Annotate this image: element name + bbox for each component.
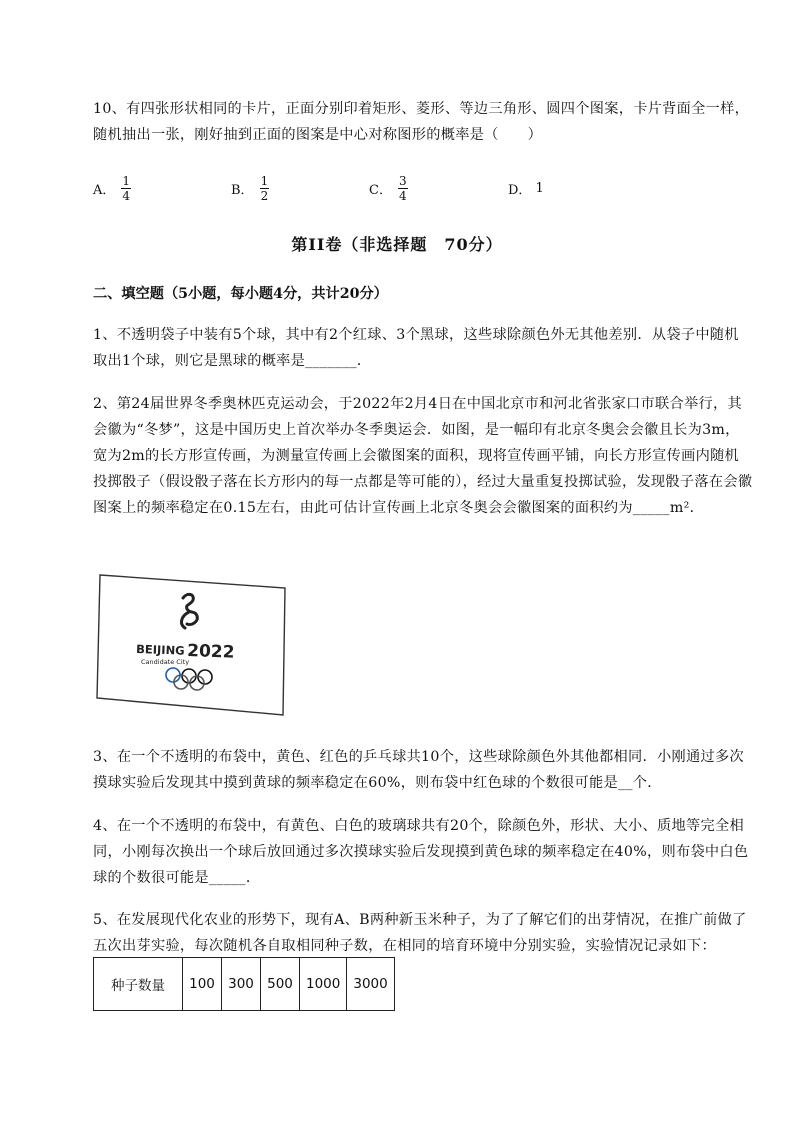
- option-b-denominator: 2: [260, 188, 269, 203]
- option-a-denominator: 4: [122, 188, 131, 203]
- table-cell: 1000: [300, 958, 347, 1011]
- option-a-fraction: [121, 174, 131, 203]
- option-a[interactable]: [93, 168, 131, 208]
- option-c-fraction: [398, 174, 408, 203]
- option-b-numerator: 1: [260, 173, 269, 188]
- table-cell: 500: [261, 958, 300, 1011]
- option-c-denominator: 4: [398, 188, 407, 203]
- option-d-value: 1: [535, 180, 544, 196]
- question-1-text: 1、不透明袋子中装有5个球，其中有2个红球、3个黑球，这些球除颜色外无其他差别．从袋子中随机取出1个球，则它是黑球的概率是_______．: [93, 327, 739, 369]
- question-3-text: 3、在一个不透明的布袋中，黄色、红色的乒乓球共10个，这些球除颜色外其他都相同．小刚通过多次摸球实验后发现其中摸到黄球的频率稳定在60%，则布袋中红色球的个数很可能是__个．: [93, 749, 744, 791]
- question-10-text: 10、有四张形状相同的卡片，正面分别印着矩形、菱形、等边三角形、圆四个图案，卡片背面全一样，随机抽出一张，刚好抽到正面的图案是中心对称图形的概率是（ ）: [93, 101, 750, 143]
- seed-experiment-table: [93, 957, 395, 1011]
- question-4-text: 4、在一个不透明的布袋中，有黄色、白色的玻璃球共有20个，除颜色外，形状、大小、质地等完全相同，小刚每次换出一个球后放回通过多次摸球实验后发现摸到黄色球的频率稳定在40%，则布袋中白色球的个数很可能是_____．: [93, 818, 749, 886]
- logo-beijing-text: BEIJING: [135, 642, 185, 658]
- logo-year-text: 2022: [186, 641, 235, 663]
- option-b[interactable]: [231, 168, 269, 208]
- table-cell: 300: [222, 958, 261, 1011]
- option-d-label: D．: [508, 182, 532, 198]
- option-c[interactable]: [369, 168, 408, 208]
- option-a-label: A．: [93, 182, 116, 198]
- option-c-label: C．: [369, 182, 392, 198]
- question-10-options: [93, 168, 693, 208]
- table-cell: 100: [183, 958, 222, 1011]
- section-title: 第II卷（非选择题 70分）: [291, 235, 503, 254]
- option-b-label: B．: [231, 182, 254, 198]
- part2-heading: 二、填空题（5小题，每小题4分，共计20分）: [93, 286, 388, 302]
- question-2-text: 2、第24届世界冬季奥林匹克运动会，于2022年2月4日在中国北京市和河北省张家口市联合举行，其会徽为“冬梦”，这是中国历史上首次举办冬季奥运会．如图，是一幅印有北京冬奥会会徽且长为3m，宽为2m的长方形宣传画，为测量宣传画上会徽图案的面积，现将宣传画平铺，向长方形宣传画内随机投掷骰子（假设骰子落在长方形内的每一点都是等可能的），经过大量重复投掷试验，发现骰子落在会徽图案上的频率稳定在0.15左右，由此可估计宣传画上北京冬奥会会徽图案的面积约为_____m²．: [93, 396, 753, 516]
- table-header-cell: 种子数量: [94, 958, 183, 1011]
- option-d[interactable]: [508, 168, 544, 208]
- table-cell: 3000: [347, 958, 394, 1011]
- option-c-numerator: 3: [398, 173, 407, 188]
- table-row: [94, 958, 395, 1011]
- logo-sub-text: Candidate City: [141, 658, 190, 666]
- olympic-poster-figure: [95, 572, 290, 717]
- option-b-fraction: [260, 174, 270, 203]
- question-5-text: 5、在发展现代化农业的形势下，现有A、B两种新玉米种子，为了了解它们的出芽情况，在推广前做了五次出芽实验，每次随机各自取相同种子数，在相同的培育环境中分别实验，实验情况记录如下：: [93, 912, 747, 954]
- option-a-numerator: 1: [122, 173, 131, 188]
